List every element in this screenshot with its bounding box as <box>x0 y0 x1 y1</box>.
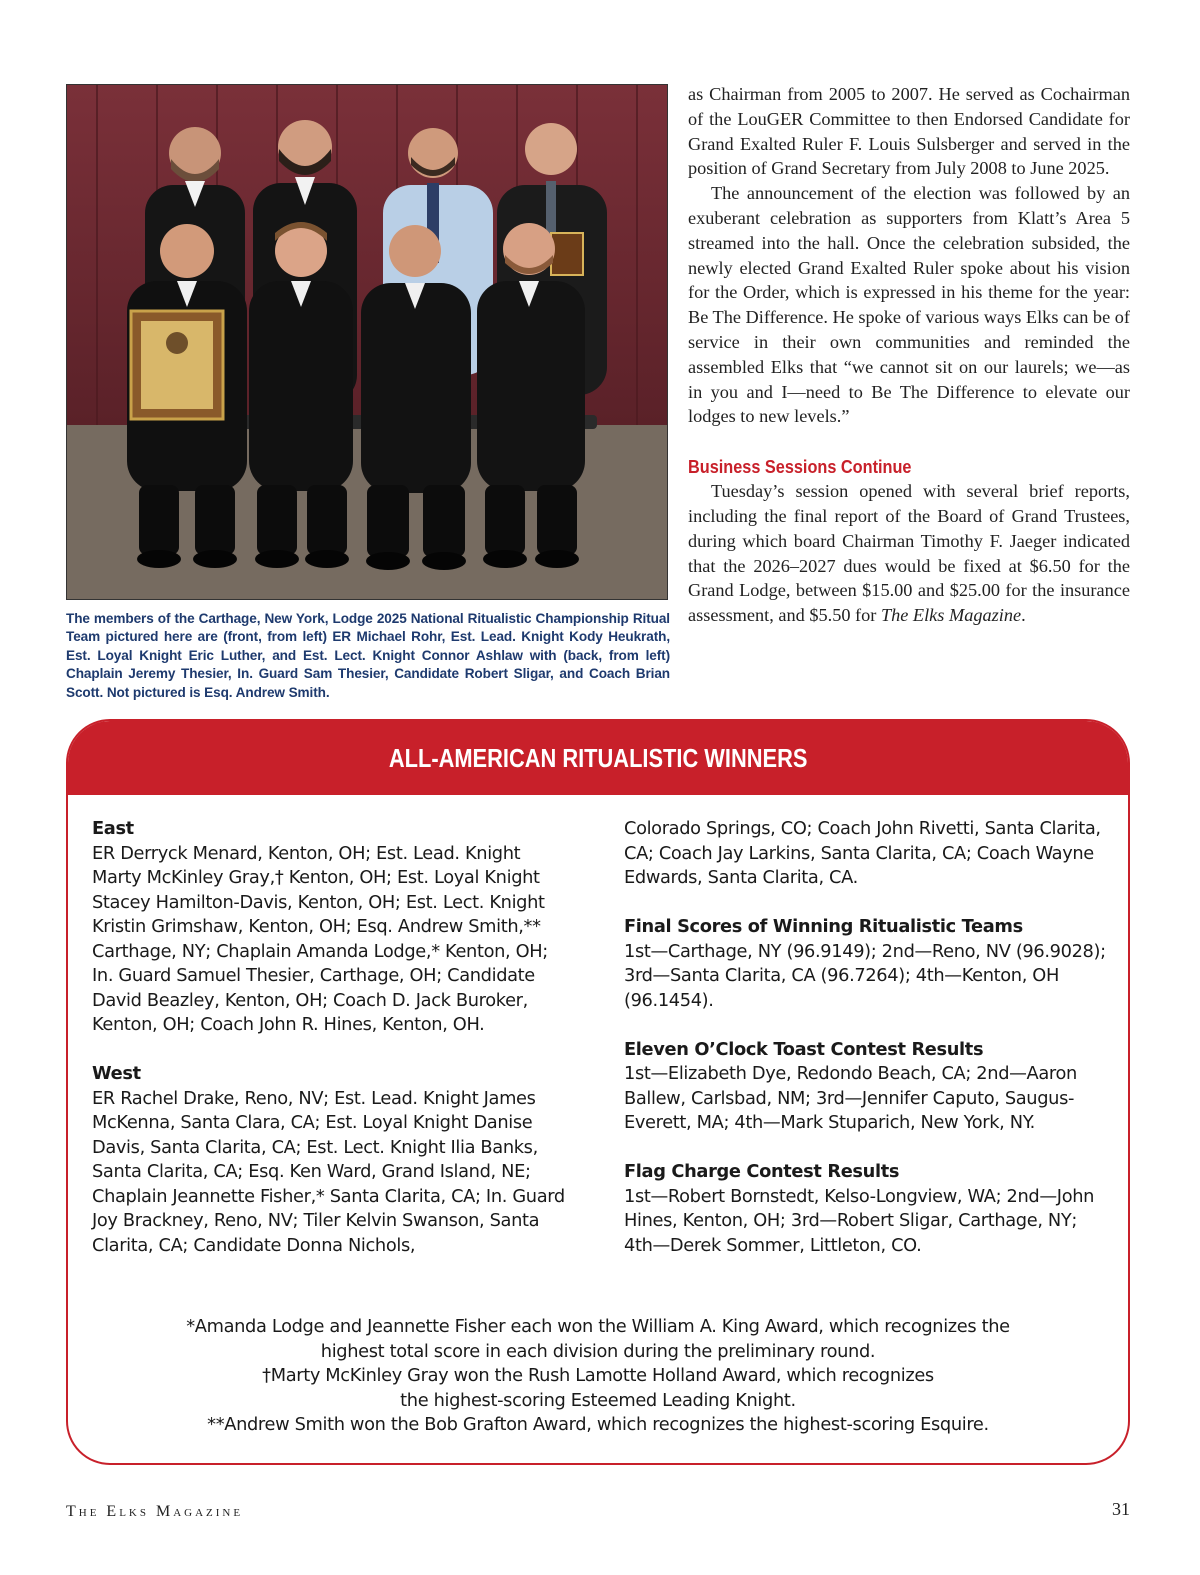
scores-heading: Final Scores of Winning Ritualistic Teams <box>624 916 1023 937</box>
toast-block <box>624 1038 1106 1136</box>
toast-heading: Eleven O’Clock Toast Contest Results <box>624 1038 984 1060</box>
flag-text: 1st—Robert Bornstedt, Kelso-Longview, WA; 2nd—John Hines, Kenton, OH; 3rd—Robert Sligar, Carthage, NY; 4th—Derek Sommer, Littleton, CO. <box>624 1185 1095 1256</box>
west-continued: Colorado Springs, CO; Coach John Rivetti, Santa Clarita, CA; Coach Jay Larkins, Santa Clarita, CA; Coach Wayne Edwards, Santa Clarita, CA. <box>624 818 1101 888</box>
page-number: 31 <box>1112 1499 1130 1519</box>
magazine-title-italic: The Elks Magazine <box>880 605 1022 626</box>
footnote-grafton-award: **Andrew Smith won the Bob Grafton Award, which recognizes the highest-scoring Esquire. <box>207 1414 989 1435</box>
winners-box <box>66 719 1130 1465</box>
west-text: ER Rachel Drake, Reno, NV; Est. Lead. Knight James McKenna, Santa Clara, CA; Est. Loyal Knight Danise Davis, Santa Clarita, CA; Est. Lect. Knight Ilia Banks, Santa Clarita, CA; Esq. Ken Ward, Grand Island, NE; Chaplain Jeannette Fisher,* Santa Clarita, CA; In. Guard Joy Brackney, Reno, NV; Tiler Kelvin Swanson, Santa Clarita, CA; Candidate Donna Nichols, <box>92 1087 565 1256</box>
east-heading: East <box>92 818 134 839</box>
scores-text: 1st—Carthage, NY (96.9149); 2nd—Reno, NV (96.9028); 3rd—Santa Clarita, CA (96.7264); 4th—Kenton, OH (96.1454). <box>624 940 1106 1011</box>
article-paragraph-3-text: Tuesday’s session opened with several brief reports, including the final report of the Board of Grand Trustees, during which board Chairman Timothy F. Jaeger indicated that the 2026–2027 dues would be fixed at $6.50 for the Grand Lodge, between $15.00 and $25.00 for the insurance assessment, and $5.50 for <box>688 481 1130 626</box>
toast-text: 1st—Elizabeth Dye, Redondo Beach, CA; 2nd—Aaron Ballew, Carlsbad, NM; 3rd—Jennifer Caputo, Saugus-Everett, MA; 4th—Mark Stuparich, New York, NY. <box>624 1063 1077 1133</box>
west-heading: West <box>92 1063 141 1084</box>
footnote-king-award: *Amanda Lodge and Jeannette Fisher each won the William A. King Award, which recognizes the highest total score in each division during the preliminary round. <box>186 1316 1010 1362</box>
photo-caption: The members of the Carthage, New York, Lodge 2025 National Ritualistic Championship Ritual Team pictured here are (front, from left) ER Michael Rohr, Est. Lead. Knight Kody Heukrath, Est. Loyal Knight Eric Luther, and Est. Lect. Knight Connor Ashlaw with (back, from left) Chaplain Jeremy Thesier, In. Guard Sam Thesier, Candidate Robert Sligar, and Coach Brian Scott. Not pictured is Esq. Andrew Smith. <box>66 611 670 700</box>
article-paragraph-1: as Chairman from 2005 to 2007. He served as Cochairman of the LouGER Committee to then Endorsed Candidate for Grand Exalted Ruler F. Louis Sulsberger and served in the position of Grand Secretary from July 2008 to June 2025. <box>688 84 1130 179</box>
team-photo-illustration <box>67 85 668 600</box>
footnote-holland-award: †Marty McKinley Gray won the Rush Lamotte Holland Award, which recognizes the highest-scoring Esteemed Leading Knight. <box>262 1365 934 1411</box>
west-block <box>92 1062 572 1258</box>
article-paragraph-3-end: . <box>1021 605 1026 626</box>
east-block <box>92 817 572 1038</box>
magazine-footer-title: The Elks Magazine <box>66 1503 244 1520</box>
flag-heading: Flag Charge Contest Results <box>624 1161 900 1182</box>
article-paragraph-2: The announcement of the election was followed by an exuberant celebration as supporters from Klatt’s Area 5 streamed into the hall. Once the celebration subsided, the newly elected Grand Exalted Ruler spoke about his vision for the Order, which is expressed in his theme for the year: Be The Difference. He spoke of various ways Elks can be of service in their own communities and reminded the assembled Elks that “we cannot sit on our laurels; we—as in you and I—need to Be The Difference to elevate our lodges to new levels.” <box>688 183 1130 427</box>
section-heading: Business Sessions Continue <box>688 456 912 478</box>
article-paragraph-3 <box>688 479 1130 628</box>
winners-box-header <box>68 721 1128 795</box>
award-footnotes <box>68 1315 1128 1438</box>
team-photo <box>66 84 668 600</box>
winners-left-column <box>92 817 572 1258</box>
winners-box-title: ALL-AMERICAN RITUALISTIC WINNERS <box>388 742 808 773</box>
article-column <box>688 82 1130 628</box>
scores-block <box>624 915 1106 1013</box>
winners-right-column <box>624 817 1106 1258</box>
flag-block <box>624 1160 1106 1258</box>
east-text: ER Derryck Menard, Kenton, OH; Est. Lead. Knight Marty McKinley Gray,† Kenton, OH; Est. Loyal Knight Stacey Hamilton-Davis, Kenton, OH; Est. Lect. Knight Kristin Grimshaw, Kenton, OH; Esq. Andrew Smith,** Carthage, NY; Chaplain Amanda Lodge,* Kenton, OH; In. Guard Samuel Thesier, Carthage, OH; Candidate David Beazley, Kenton, OH; Coach D. Jack Buroker, Kenton, OH; Coach John R. Hines, Kenton, OH. <box>92 842 548 1035</box>
